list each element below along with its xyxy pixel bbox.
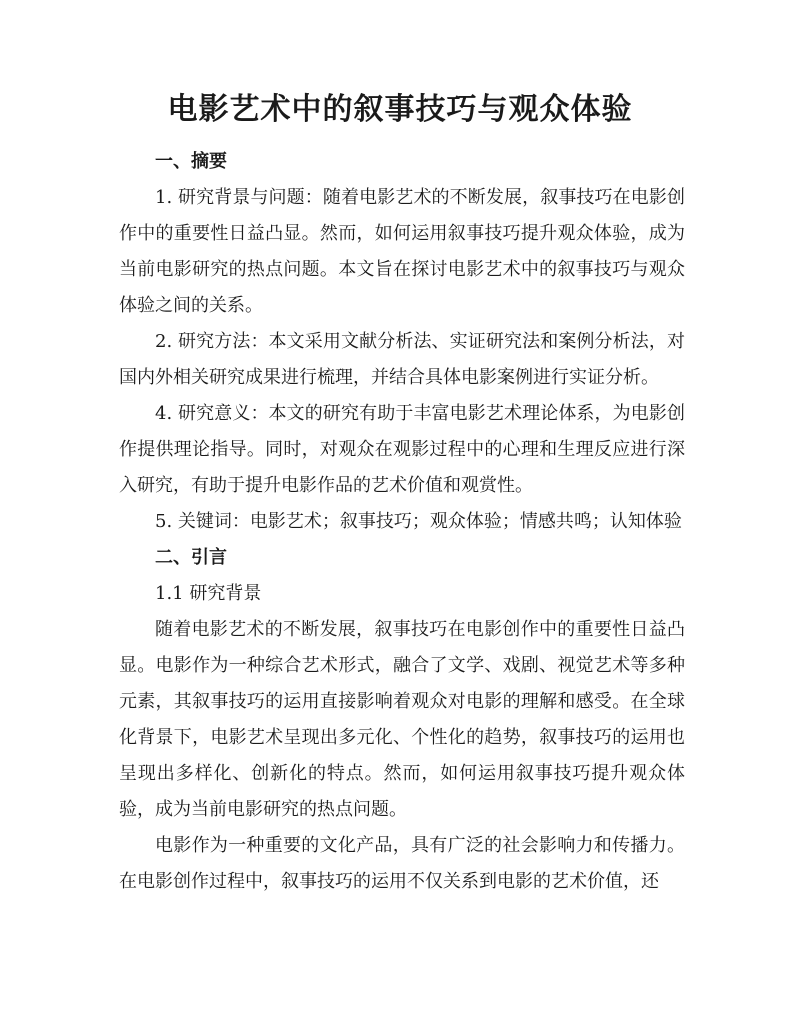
- abstract-paragraph-background: 1. 研究背景与问题：随着电影艺术的不断发展，叙事技巧在电影创作中的重要性日益凸显。然而，如何运用叙事技巧提升观众体验，成为当前电影研究的热点问题。本文旨在探讨电影艺术中的叙事技巧与观众体验之间的关系。: [119, 187, 685, 316]
- abstract-paragraph-significance: 4. 研究意义：本文的研究有助于丰富电影艺术理论体系，为电影创作提供理论指导。同时，对观众在观影过程中的心理和生理反应进行深入研究，有助于提升电影作品的艺术价值和观赏性。: [119, 403, 685, 496]
- subsection-heading-background: 1.1 研究背景: [155, 583, 262, 604]
- document-body: [119, 144, 685, 900]
- section-heading-intro: 二、引言: [155, 547, 227, 568]
- abstract-paragraph-methods: 2. 研究方法：本文采用文献分析法、实证研究法和案例分析法，对国内外相关研究成果进行梳理，并结合具体电影案例进行实证分析。: [119, 331, 685, 388]
- abstract-paragraph-keywords: 5. 关键词：电影艺术；叙事技巧；观众体验；情感共鸣；认知体验: [155, 511, 682, 532]
- intro-paragraph-2: 电影作为一种重要的文化产品，具有广泛的社会影响力和传播力。在电影创作过程中，叙事技巧的运用不仅关系到电影的艺术价值，还: [119, 835, 685, 892]
- intro-paragraph-1: 随着电影艺术的不断发展，叙事技巧在电影创作中的重要性日益凸显。电影作为一种综合艺术形式，融合了文学、戏剧、视觉艺术等多种元素，其叙事技巧的运用直接影响着观众对电影的理解和感受。在全球化背景下，电影艺术呈现出多元化、个性化的趋势，叙事技巧的运用也呈现出多样化、创新化的特点。然而，如何运用叙事技巧提升观众体验，成为当前电影研究的热点问题。: [119, 619, 685, 820]
- section-heading-abstract: 一、摘要: [155, 151, 227, 172]
- document-title: 电影艺术中的叙事技巧与观众体验: [167, 92, 633, 127]
